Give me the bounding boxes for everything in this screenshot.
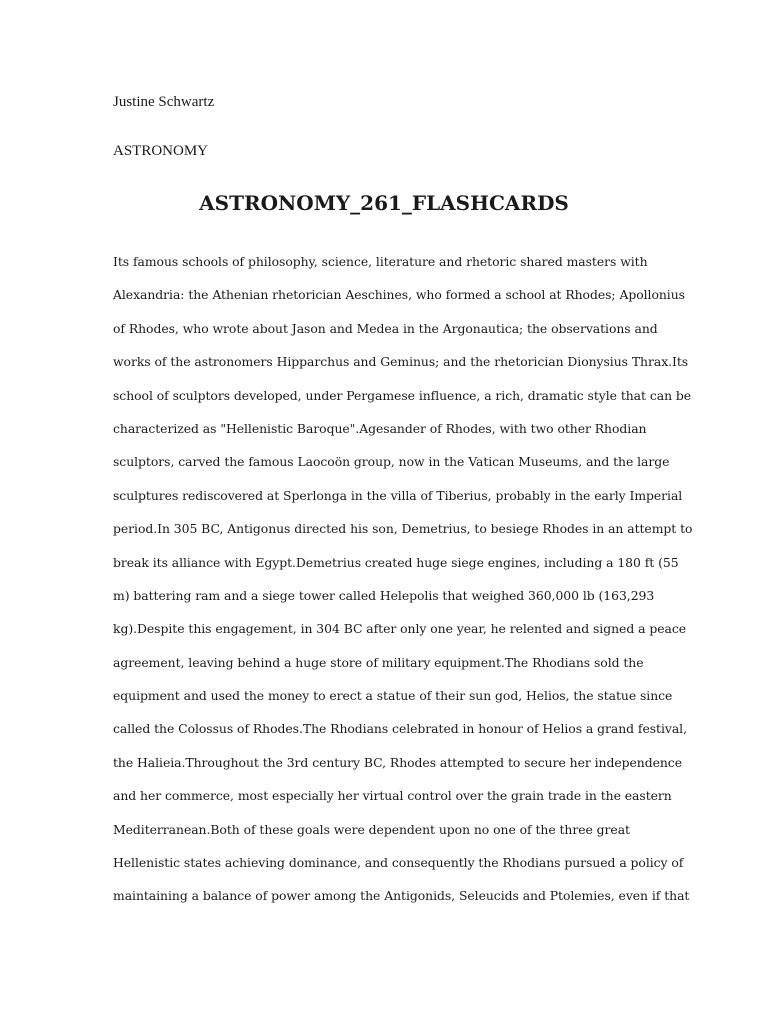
text-line: period.In 305 BC, Antigonus directed his son, Demetrius, to besiege Rhodes in an attempt to: [113, 521, 693, 537]
text-line: and her commerce, most especially her virtual control over the grain trade in the eastern: [113, 788, 672, 804]
text-line: Its famous schools of philosophy, science, literature and rhetoric shared masters with: [113, 254, 648, 269]
text-line: of Rhodes, who wrote about Jason and Medea in the Argonautica; the observations and: [113, 320, 658, 336]
text-line: sculptors, carved the famous Laocoön group, now in the Vatican Museums, and the large: [113, 454, 670, 470]
author-name: Justine Schwartz: [113, 94, 215, 110]
text-line: the Halieia.Throughout the 3rd century BC, Rhodes attempted to secure her independence: [113, 754, 682, 770]
text-line: equipment and used the money to erect a statue of their sun god, Helios, the statue since: [113, 688, 673, 704]
text-line: sculptures rediscovered at Sperlonga in the villa of Tiberius, probably in the early Imperial: [113, 487, 683, 503]
text-line: characterized as "Hellenistic Baroque".Agesander of Rhodes, with two other Rhodian: [113, 420, 647, 436]
text-line: called the Colossus of Rhodes.The Rhodians celebrated in honour of Helios a grand festival,: [113, 721, 687, 737]
text-line: agreement, leaving behind a huge store of military equipment.The Rhodians sold the: [113, 654, 644, 670]
text-line: school of sculptors developed, under Pergamese influence, a rich, dramatic style that can be: [113, 387, 692, 403]
text-line: m) battering ram and a siege tower called Helepolis that weighed 360,000 lb (163,293: [113, 587, 655, 603]
text-line: kg).Despite this engagement, in 304 BC after only one year, he relented and signed a peace: [113, 621, 686, 637]
text-line: Hellenistic states achieving dominance, and consequently the Rhodians pursued a policy of: [113, 855, 684, 871]
document-title: ASTRONOMY_261_FLASHCARDS: [199, 191, 569, 215]
text-line: maintaining a balance of power among the Antigonids, Seleucids and Ptolemies, even if that: [113, 888, 690, 904]
body-paragraph: [113, 252, 693, 920]
text-line: Alexandria: the Athenian rhetorician Aeschines, who formed a school at Rhodes; Apollonius: [113, 287, 685, 303]
subject-label: ASTRONOMY: [113, 143, 209, 159]
text-line: works of the astronomers Hipparchus and Geminus; and the rhetorician Dionysius Thrax.Its: [113, 354, 689, 370]
text-line: Mediterranean.Both of these goals were dependent upon no one of the three great: [113, 821, 630, 837]
text-line: break its alliance with Egypt.Demetrius created huge siege engines, including a 180 ft (55: [113, 554, 679, 570]
